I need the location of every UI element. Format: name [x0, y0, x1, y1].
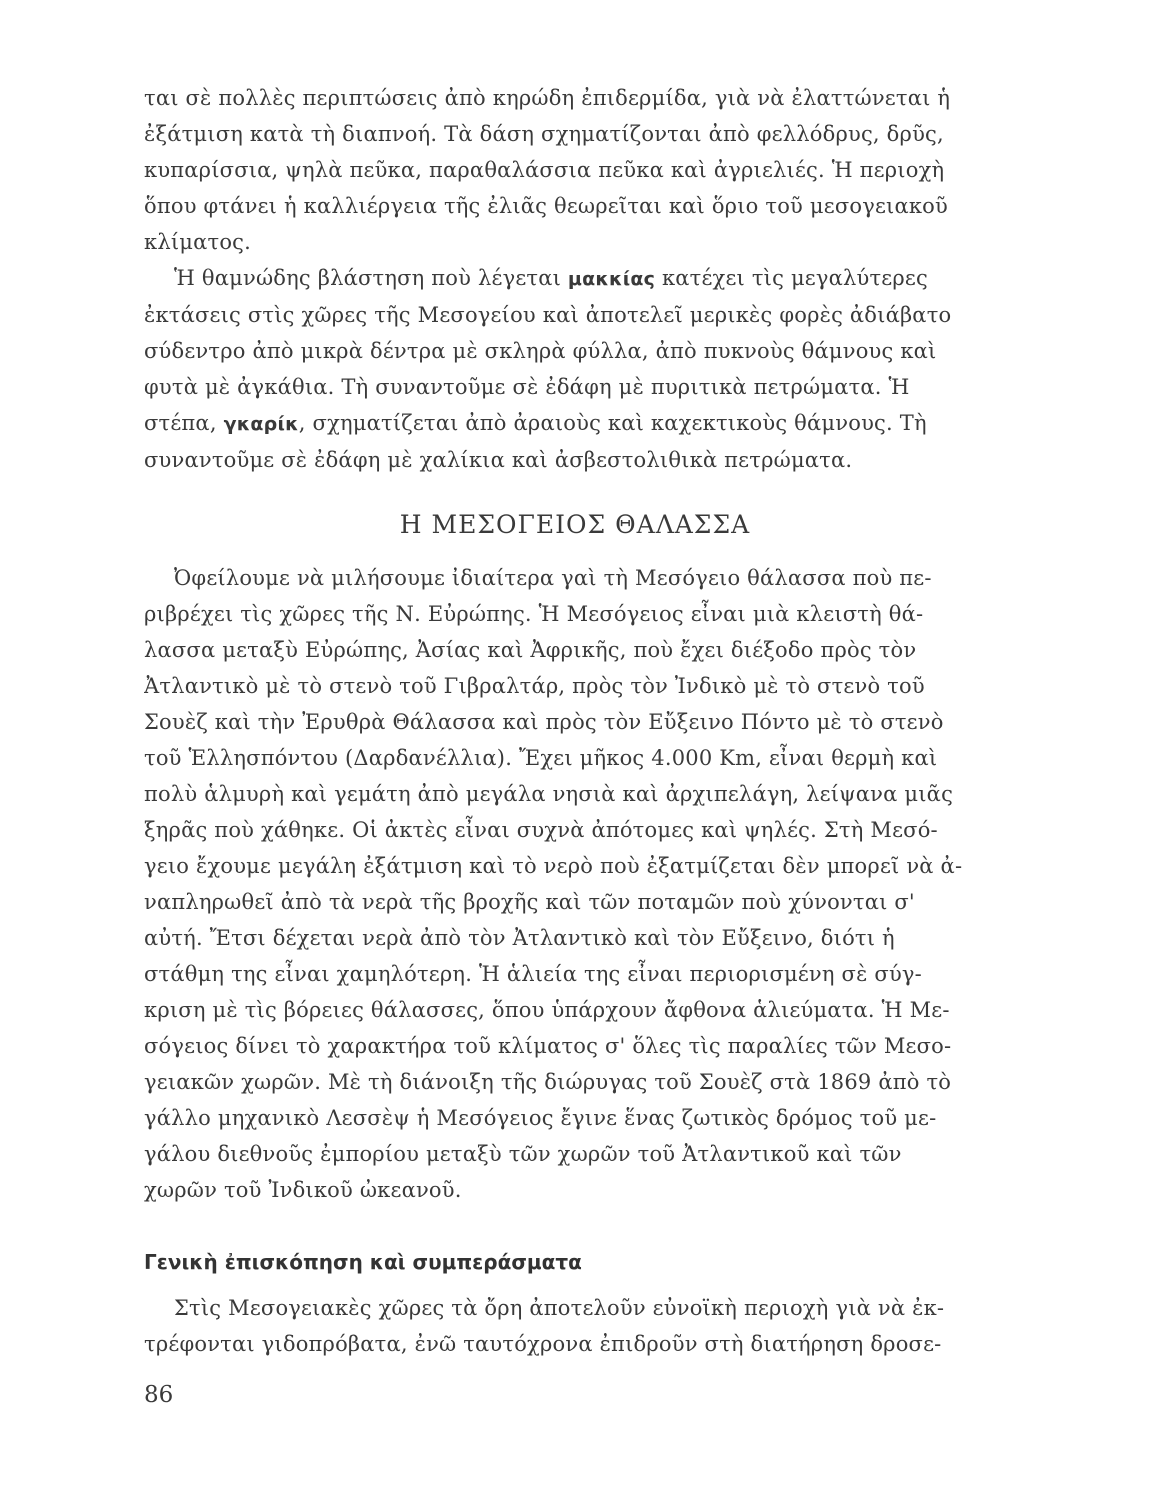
sea-paragraph — [144, 560, 1006, 1208]
term-maquis: μακκίας — [567, 268, 656, 290]
text-line: χωρῶν τοῦ Ἰνδικοῦ ὠκεανοῦ. — [144, 1178, 462, 1202]
text-line: ριβρέχει τὶς χῶρες τῆς Ν. Εὐρώπης. Ἡ Μεσόγειος εἶναι μιὰ κλειστὴ θά- — [144, 602, 924, 626]
page-number: 86 — [144, 1382, 174, 1408]
text-line: συναντοῦμε σὲ ἐδάφη μὲ χαλίκια καὶ ἀσβεστολιθικὰ πετρώματα. — [144, 448, 853, 472]
text-line: σύδεντρο ἀπὸ μικρὰ δέντρα μὲ σκληρὰ φύλλα, ἀπὸ πυκνοὺς θάμνους καὶ — [144, 339, 937, 363]
text-line: σόγειος δίνει τὸ χαρακτήρα τοῦ κλίματος σ' ὅλες τὶς παραλίες τῶν Μεσο- — [144, 1034, 952, 1058]
text-line: κριση μὲ τὶς βόρειες θάλασσες, ὅπου ὑπάρχουν ἄφθονα ἁλιεύματα. Ἡ Με- — [144, 998, 950, 1022]
text-line — [144, 260, 1006, 297]
text-line: φυτὰ μὲ ἀγκάθια. Τὴ συναντοῦμε σὲ ἐδάφη μὲ πυριτικὰ πετρώματα. Ἡ — [144, 375, 910, 399]
text-line: γάλου διεθνοῦς ἐμπορίου μεταξὺ τῶν χωρῶν τοῦ Ἀτλαντικοῦ καὶ τῶν — [144, 1142, 902, 1166]
text-line: ναπληρωθεῖ ἀπὸ τὰ νερὰ τῆς βροχῆς καὶ τῶν ποταμῶν ποὺ χύνονται σ' — [144, 890, 915, 914]
text-line: Ἀτλαντικὸ μὲ τὸ στενὸ τοῦ Γιβραλτάρ, πρὸς τὸν Ἰνδικὸ μὲ τὸ στενὸ τοῦ — [144, 674, 925, 698]
text-segment: , σχηματίζεται ἀπὸ ἀραιοὺς καὶ καχεκτικοὺς θάμνους. Τὴ — [298, 411, 927, 435]
text-segment: Ἡ θαμνώδης βλάστηση ποὺ λέγεται — [174, 266, 568, 290]
text-line: κυπαρίσσια, ψηλὰ πεῦκα, παραθαλάσσια πεῦκα καὶ ἀγριελιές. Ἡ περιοχὴ — [144, 158, 945, 182]
text-line — [144, 405, 1006, 442]
intro-paragraph — [144, 80, 1006, 260]
shrub-paragraph — [144, 260, 1006, 478]
text-line: ξηρᾶς ποὺ χάθηκε. Οἱ ἀκτὲς εἶναι συχνὰ ἀπότομες καὶ ψηλές. Στὴ Μεσό- — [144, 818, 938, 842]
text-line: πολὺ ἁλμυρὴ καὶ γεμάτη ἀπὸ μεγάλα νησιὰ καὶ ἀρχιπελάγη, λείψανα μιᾶς — [144, 782, 954, 806]
text-line: γάλλο μηχανικὸ Λεσσὲψ ἡ Μεσόγειος ἔγινε ἕνας ζωτικὸς δρόμος τοῦ με- — [144, 1106, 937, 1130]
text-line: τρέφονται γιδοπρόβατα, ἐνῶ ταυτόχρονα ἐπιδροῦν στὴ διατήρηση δροσε- — [144, 1332, 942, 1356]
text-line: ἐκτάσεις στὶς χῶρες τῆς Μεσογείου καὶ ἀποτελεῖ μερικὲς φορὲς ἀδιάβατο — [144, 303, 952, 327]
term-garigue: γκαρίκ — [223, 413, 299, 435]
overview-paragraph — [144, 1290, 1006, 1362]
text-line: γειακῶν χωρῶν. Μὲ τὴ διάνοιξη τῆς διώρυγας τοῦ Σουὲζ στὰ 1869 ἀπὸ τὸ — [144, 1070, 952, 1094]
text-line: στάθμη της εἶναι χαμηλότερη. Ἡ ἁλιεία της εἶναι περιορισμένη σὲ σύγ- — [144, 962, 922, 986]
overview-text — [144, 1290, 1006, 1362]
text-line: αὐτή. Ἔτσι δέχεται νερὰ ἀπὸ τὸν Ἀτλαντικὸ καὶ τὸν Εὔξεινο, διότι ἡ — [144, 926, 895, 950]
sea-text — [144, 560, 1006, 1208]
subsection-title: Γενικὴ ἐπισκόπηση καὶ συμπεράσματα — [144, 1250, 582, 1274]
shrub-text — [144, 260, 1006, 478]
text-line: ται σὲ πολλὲς περιπτώσεις ἀπὸ κηρώδη ἐπιδερμίδα, γιὰ νὰ ἐλαττώνεται ἡ — [144, 86, 951, 110]
intro-text — [144, 80, 1006, 260]
text-line: τοῦ Ἑλλησπόντου (Δαρδανέλλια). Ἔχει μῆκος 4.000 Km, εἶναι θερμὴ καὶ — [144, 746, 938, 770]
section-title: Η ΜΕΣΟΓΕΙΟΣ ΘΑΛΑΣΣΑ — [399, 510, 751, 539]
text-line: Στὶς Μεσογειακὲς χῶρες τὰ ὄρη ἀποτελοῦν εὐνοϊκὴ περιοχὴ γιὰ νὰ ἐκ- — [174, 1296, 945, 1320]
text-line: Ὀφείλουμε νὰ μιλήσουμε ἰδιαίτερα γαὶ τὴ Μεσόγειο θάλασσα ποὺ πε- — [174, 566, 932, 590]
text-line: ὅπου φτάνει ἡ καλλιέργεια τῆς ἐλιᾶς θεωρεῖται καὶ ὅριο τοῦ μεσογειακοῦ — [144, 194, 948, 218]
text-line: Σουὲζ καὶ τὴν Ἐρυθρὰ Θάλασσα καὶ πρὸς τὸν Εὔξεινο Πόντο μὲ τὸ στενὸ — [144, 710, 944, 734]
text-segment: κατέχει τὶς μεγαλύτερες — [655, 266, 928, 290]
text-segment: στέπα, — [144, 411, 224, 435]
text-line: ἐξάτμιση κατὰ τὴ διαπνοή. Τὰ δάση σχηματίζονται ἀπὸ φελλόδρυς, δρῦς, — [144, 122, 944, 146]
text-line: κλίματος. — [144, 230, 251, 254]
text-line: λασσα μεταξὺ Εὐρώπης, Ἀσίας καὶ Ἀφρικῆς, ποὺ ἔχει διέξοδο πρὸς τὸν — [144, 638, 917, 662]
text-line: γειο ἔχουμε μεγάλη ἐξάτμιση καὶ τὸ νερὸ ποὺ ἐξατμίζεται δὲν μπορεῖ νὰ ἀ- — [144, 854, 963, 878]
